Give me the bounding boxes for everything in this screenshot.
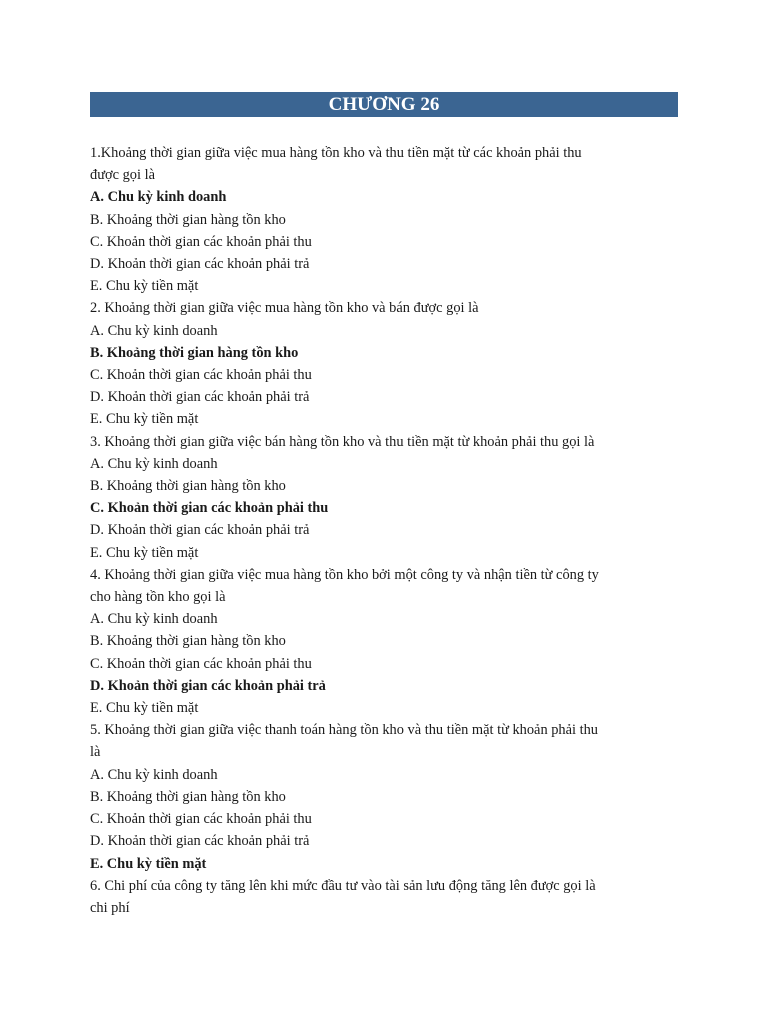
text-line: B. Khoảng thời gian hàng tồn kho xyxy=(90,633,286,650)
text-line: B. Khoảng thời gian hàng tồn kho xyxy=(90,478,286,495)
text-line: A. Chu kỳ kinh doanh xyxy=(90,766,218,783)
text-line: D. Khoản thời gian các khoản phải trả xyxy=(90,833,310,850)
answer-line-correct: D. Khoản thời gian các khoản phải trả xyxy=(90,677,326,694)
text-line: E. Chu kỳ tiền mặt xyxy=(90,278,199,295)
text-line: C. Khoản thời gian các khoản phải thu xyxy=(90,655,312,672)
text-line: B. Khoảng thời gian hàng tồn kho xyxy=(90,211,286,228)
text-line: D. Khoản thời gian các khoản phải trả xyxy=(90,256,310,273)
question-list xyxy=(90,142,680,919)
text-line: 1.Khoảng thời gian giữa việc mua hàng tồn kho và thu tiền mặt từ các khoản phải thu xyxy=(90,145,582,161)
answer-line-correct: B. Khoảng thời gian hàng tồn kho xyxy=(90,344,299,361)
text-line: 2. Khoảng thời gian giữa việc mua hàng tồn kho và bán được gọi là xyxy=(90,300,479,317)
text-line: E. Chu kỳ tiền mặt xyxy=(90,700,199,717)
answer-line-correct: C. Khoản thời gian các khoản phải thu xyxy=(90,500,329,517)
text-line: E. Chu kỳ tiền mặt xyxy=(90,411,199,428)
text-line: chi phí xyxy=(90,899,130,916)
text-line: A. Chu kỳ kinh doanh xyxy=(90,611,218,628)
text-line: được gọi là xyxy=(90,167,155,184)
answer-line-correct: E. Chu kỳ tiền mặt xyxy=(90,855,207,872)
text-line: C. Khoản thời gian các khoản phải thu xyxy=(90,367,312,384)
text-line: là xyxy=(90,744,101,761)
chapter-title: CHƯƠNG 26 xyxy=(90,92,678,117)
text-line: D. Khoản thời gian các khoản phải trả xyxy=(90,389,310,406)
text-line: cho hàng tồn kho gọi là xyxy=(90,589,226,606)
text-line: B. Khoảng thời gian hàng tồn kho xyxy=(90,788,286,805)
text-line: C. Khoản thời gian các khoản phải thu xyxy=(90,233,312,250)
text-line: A. Chu kỳ kinh doanh xyxy=(90,455,218,472)
answer-line-correct: A. Chu kỳ kinh doanh xyxy=(90,189,227,206)
text-line: D. Khoản thời gian các khoản phải trả xyxy=(90,522,310,539)
text-line: E. Chu kỳ tiền mặt xyxy=(90,544,199,561)
text-line: C. Khoản thời gian các khoản phải thu xyxy=(90,811,312,828)
text-line: A. Chu kỳ kinh doanh xyxy=(90,322,218,339)
text-line: 6. Chi phí của công ty tăng lên khi mức đầu tư vào tài sản lưu động tăng lên được gọi là xyxy=(90,877,596,894)
text-line: 3. Khoảng thời gian giữa việc bán hàng tồn kho và thu tiền mặt từ khoản phải thu gọi là xyxy=(90,433,595,450)
text-line: 4. Khoảng thời gian giữa việc mua hàng tồn kho bởi một công ty và nhận tiền từ công ty xyxy=(90,566,599,583)
text-line: 5. Khoảng thời gian giữa việc thanh toán hàng tồn kho và thu tiền mặt từ khoản phải thu xyxy=(90,722,598,739)
